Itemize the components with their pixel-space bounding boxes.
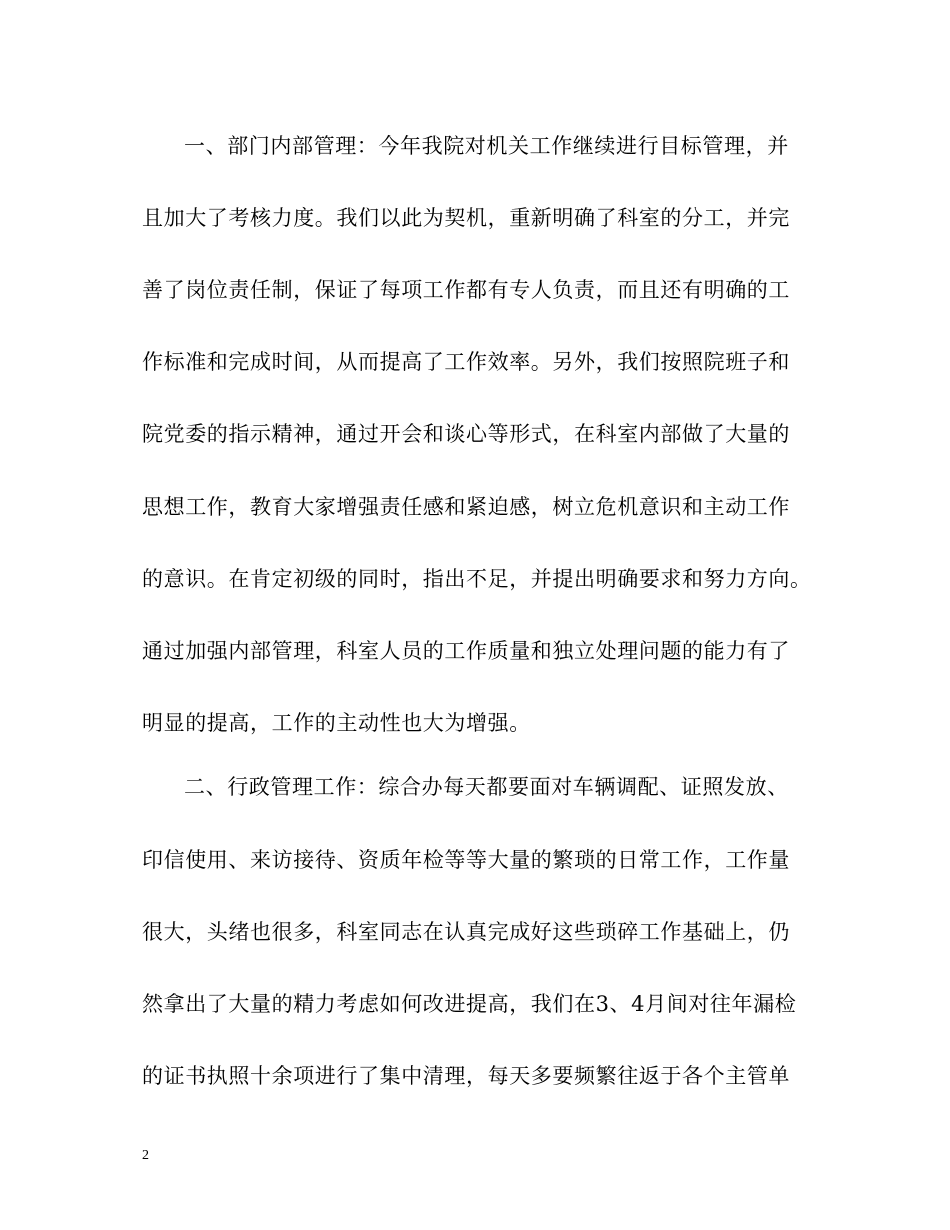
paragraph-2-line-2: 印信使用、来访接待、资质年检等等大量的繁琐的日常工作，工作量: [142, 848, 790, 872]
paragraph-1-line-6: 思想工作，教育大家增强责任感和紧迫感，树立危机意识和主动工作: [142, 495, 790, 519]
page-number: 2: [142, 1148, 149, 1163]
paragraph-1-line-3: 善了岗位责任制，保证了每项工作都有专人负责，而且还有明确的工: [142, 278, 790, 302]
paragraph-1-line-1: 一、部门内部管理：今年我院对机关工作继续进行目标管理，并: [184, 134, 789, 158]
paragraph-2-line-1: 二、行政管理工作：综合办每天都要面对车辆调配、证照发放、: [184, 775, 789, 799]
paragraph-1-line-8: 通过加强内部管理，科室人员的工作质量和独立处理问题的能力有了: [142, 639, 790, 663]
paragraph-1-line-7: 的意识。在肯定初级的同时，指出不足，并提出明确要求和努力方向。: [142, 567, 812, 591]
paragraph-1-line-2: 且加大了考核力度。我们以此为契机，重新明确了科室的分工，并完: [142, 206, 790, 230]
paragraph-2-line-3: 很大，头绪也很多，科室同志在认真完成好这些琐碎工作基础上，仍: [142, 920, 790, 944]
paragraph-1-line-5: 院党委的指示精神，通过开会和谈心等形式，在科室内部做了大量的: [142, 422, 790, 446]
paragraph-1-line-4: 作标准和完成时间，从而提高了工作效率。另外，我们按照院班子和: [142, 350, 790, 374]
paragraph-1-line-9: 明显的提高，工作的主动性也大为增强。: [142, 711, 531, 735]
paragraph-2-line-5: 的证书执照十余项进行了集中清理，每天多要频繁往返于各个主管单: [142, 1064, 790, 1088]
paragraph-2-line-4: 然拿出了大量的精力考虑如何改进提高，我们在3、4月间对往年漏检: [142, 992, 797, 1016]
